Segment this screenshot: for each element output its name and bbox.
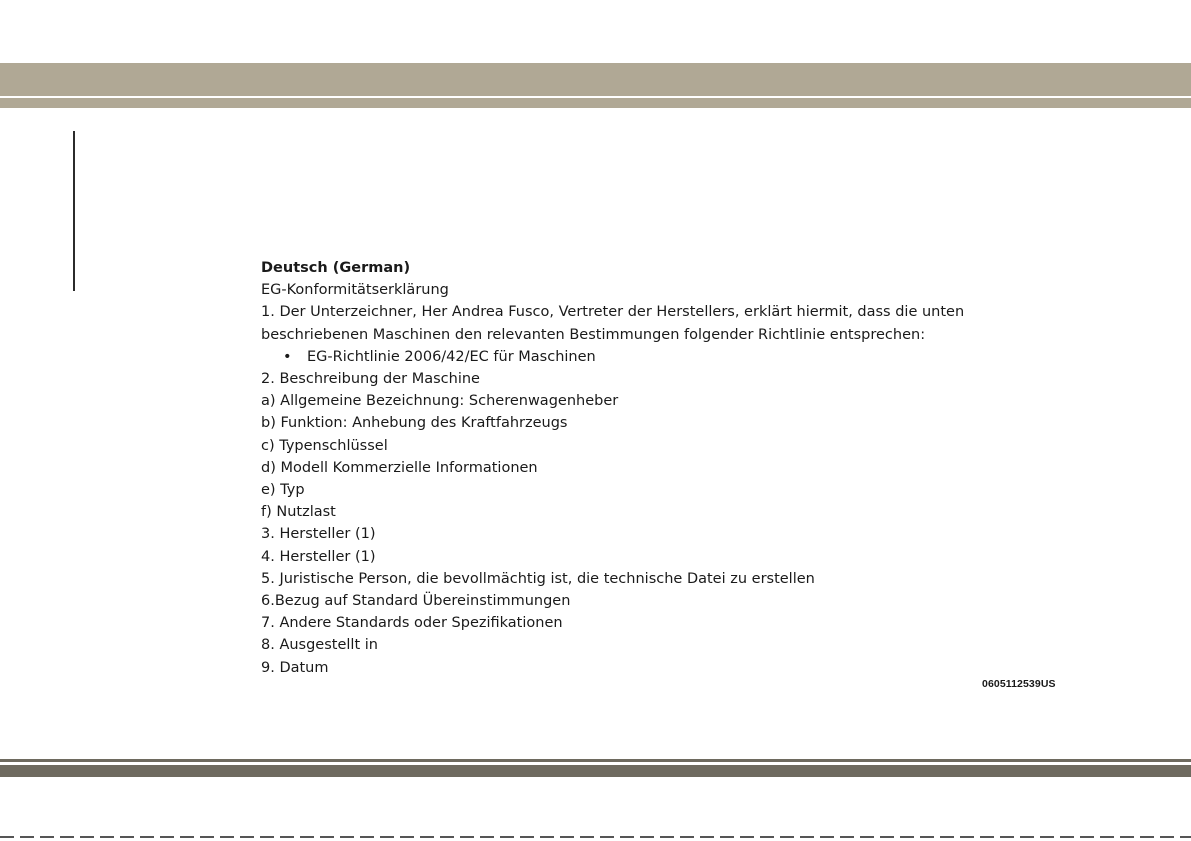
- page-header-rule: [0, 98, 1191, 108]
- page-footer-rule: [0, 759, 1191, 762]
- directive-text: EG-Richtlinie 2006/42/EC für Maschinen: [307, 348, 596, 365]
- document-code: 0605112539US: [982, 678, 1056, 690]
- declaration-item: c) Typenschlüssel: [261, 437, 388, 454]
- directive-bullet-item: [261, 346, 1021, 368]
- declaration-item: 6.Bezug auf Standard Übereinstimmungen: [261, 593, 571, 610]
- page-footer-band: [0, 765, 1191, 777]
- declaration-item: 5. Juristische Person, die bevollmächtig ist, die technische Datei zu erstellen: [261, 570, 815, 587]
- declaration-item: 7. Andere Standards oder Spezifikationen: [261, 615, 563, 632]
- declaration-item: 9. Datum: [261, 659, 329, 676]
- left-margin-line: [73, 131, 75, 291]
- declaration-item: 4. Hersteller (1): [261, 548, 376, 565]
- page-header-band: [0, 63, 1191, 96]
- declaration-line: 1. Der Unterzeichner, Her Andrea Fusco, Vertreter der Herstellers, erklärt hiermit, dass die unten: [261, 304, 965, 321]
- declaration-item: e) Typ: [261, 482, 305, 499]
- bullet-icon: •: [283, 348, 292, 365]
- declaration-item: 8. Ausgestellt in: [261, 637, 378, 654]
- language-heading: Deutsch (German): [261, 260, 411, 276]
- bottom-edge-marks: [0, 836, 1191, 838]
- declaration-item: d) Modell Kommerzielle Informationen: [261, 459, 538, 476]
- declaration-title: EG-Konformitätserklärung: [261, 282, 449, 299]
- declaration-item: b) Funktion: Anhebung des Kraftfahrzeugs: [261, 415, 568, 432]
- declaration-line: beschriebenen Maschinen den relevanten Bestimmungen folgender Richtlinie entsprechen:: [261, 326, 926, 343]
- declaration-item: 3. Hersteller (1): [261, 526, 376, 543]
- declaration-item: 2. Beschreibung der Maschine: [261, 371, 480, 388]
- declaration-item: f) Nutzlast: [261, 504, 336, 521]
- declaration-item: a) Allgemeine Bezeichnung: Scherenwagenheber: [261, 393, 619, 410]
- declaration-text-block: [261, 257, 1021, 679]
